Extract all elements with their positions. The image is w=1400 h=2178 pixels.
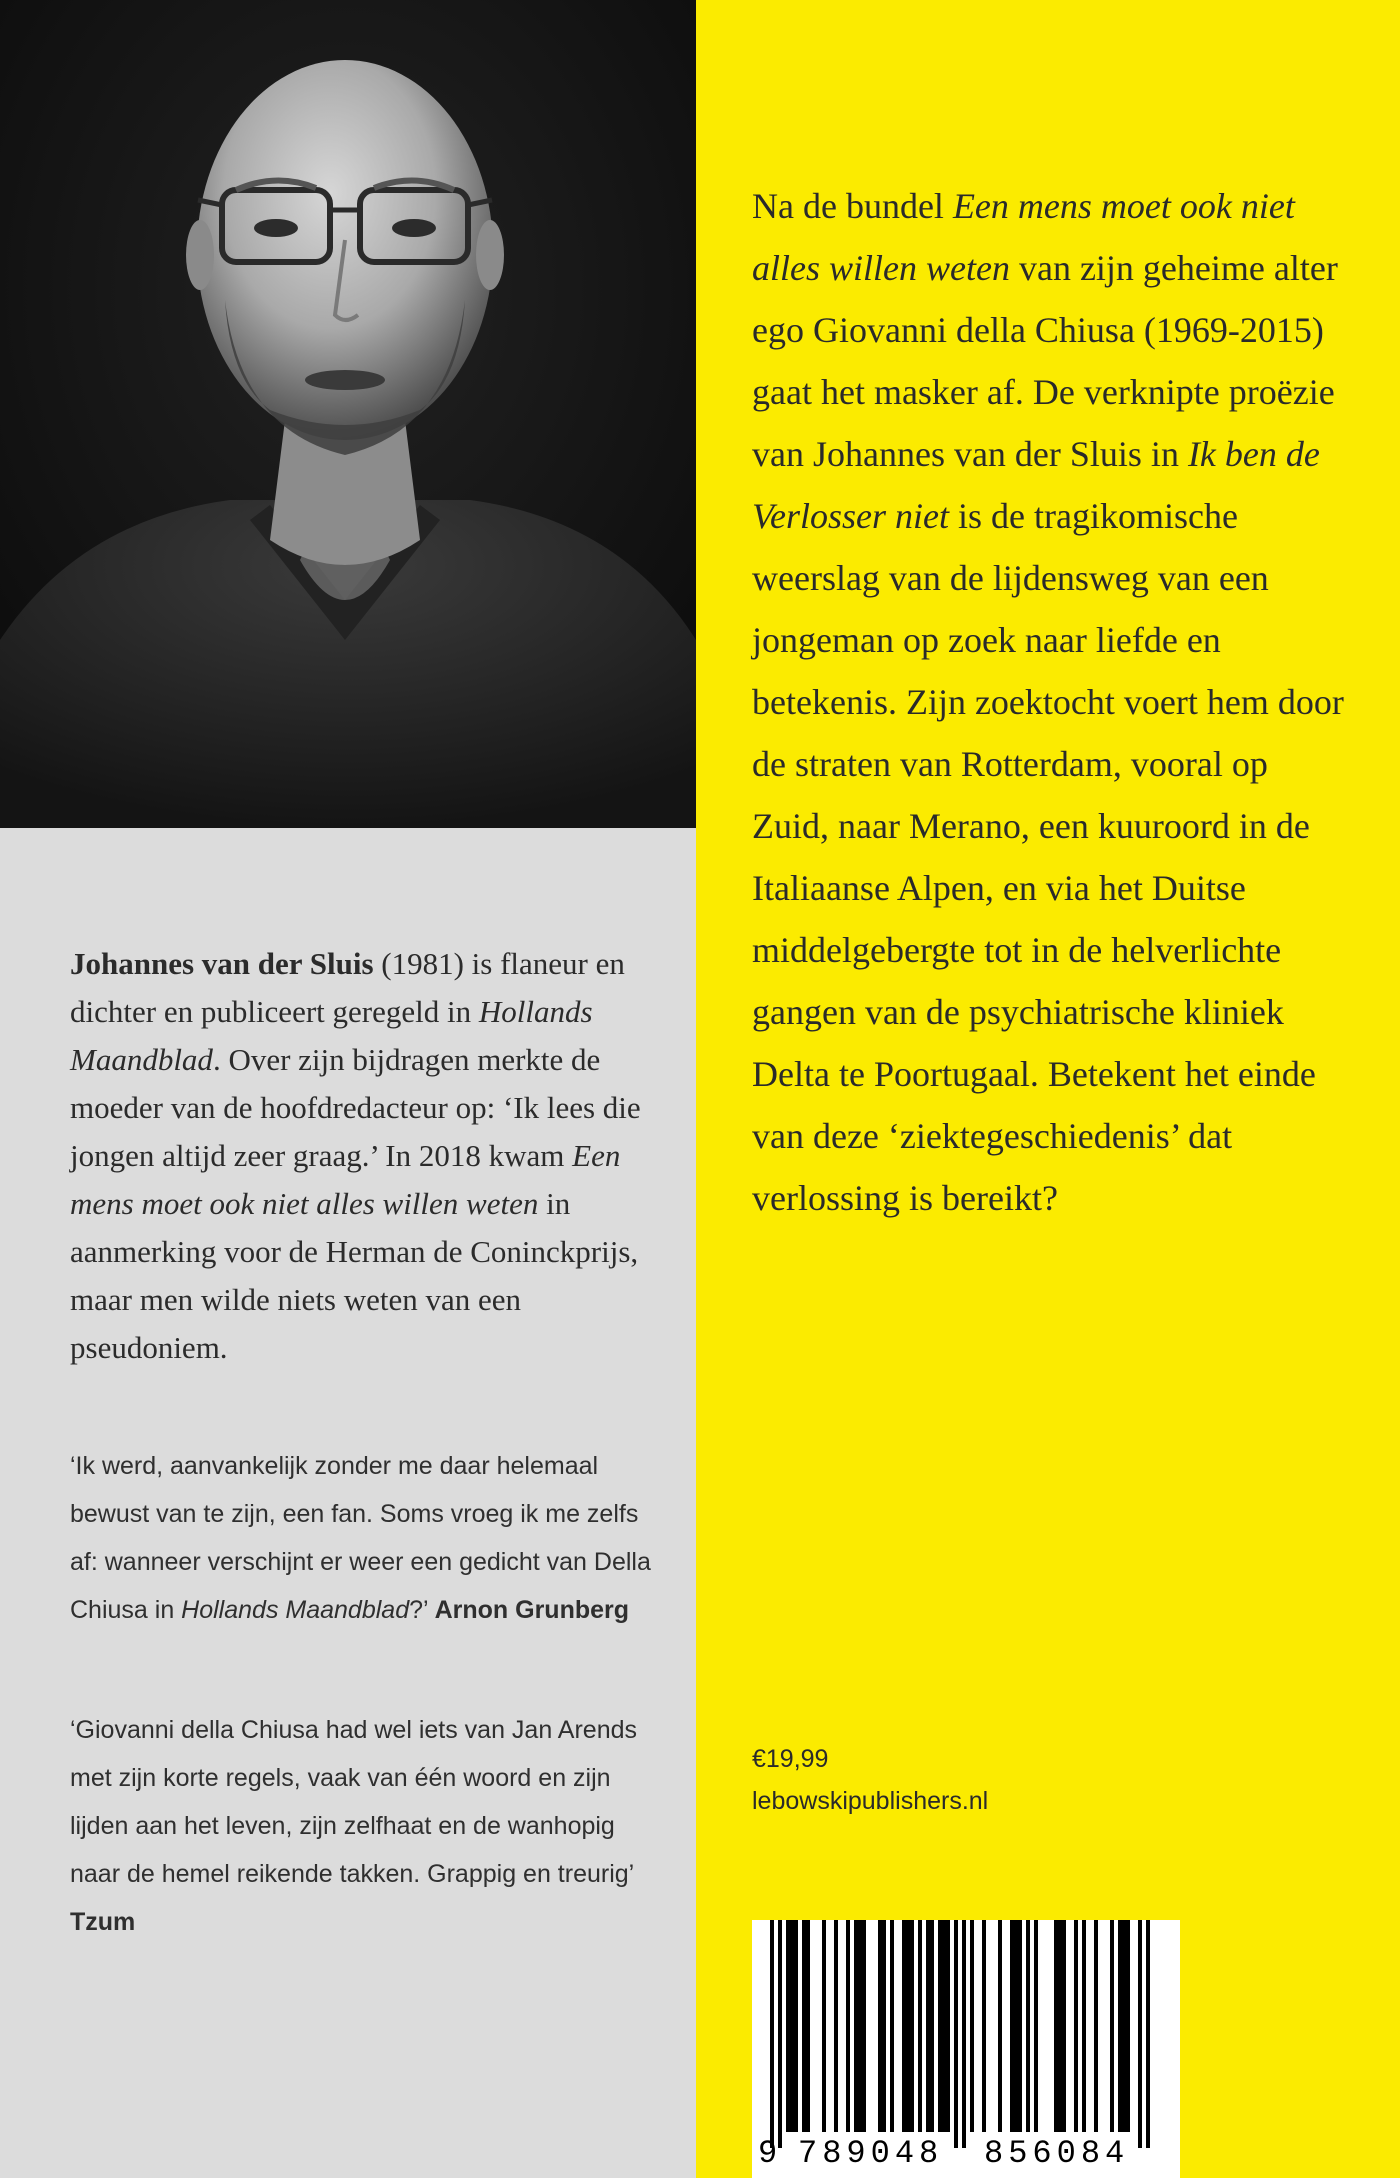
- author-photo: [0, 0, 696, 828]
- barcode-bar: [882, 1920, 886, 2132]
- blurb-book-title: Ik ben de Verlosser niet: [752, 434, 1320, 536]
- isbn-first-digit: 9: [758, 2135, 778, 2172]
- quote-text-end: ?’: [409, 1596, 435, 1624]
- bio-text-2: . Over zijn bijdragen merkte de moeder van de hoofdredacteur op: ‘Ik lees die jongen altijd zeer graag.’ In 2018 kwam: [70, 1042, 641, 1173]
- review-quote-grunberg: [70, 1442, 670, 1634]
- previous-book-title: Een mens moet ook niet alles willen weten: [70, 1138, 621, 1221]
- isbn-group-2: 856084: [984, 2135, 1130, 2172]
- barcode-bar: [918, 1920, 922, 2132]
- barcode-bar: [802, 1920, 806, 2132]
- barcode-bar: [926, 1920, 930, 2132]
- quote-text: ‘Giovanni della Chiusa had wel iets van Jan Arends met zijn korte regels, vaak van één woord en zijn lijden aan het leven, zijn zelfhaat en de wanhopig naar de hemel reikende takken. Grappig en treurig’: [70, 1716, 638, 1888]
- book-blurb: [752, 175, 1352, 1229]
- barcode-bar: [982, 1920, 986, 2132]
- isbn-number: [752, 2132, 1180, 2176]
- barcode-bar: [822, 1920, 826, 2132]
- barcode-bar: [1126, 1920, 1130, 2132]
- isbn-group-1: 789048: [798, 2135, 944, 2172]
- author-name: Johannes van der Sluis: [70, 946, 374, 981]
- barcode-bar: [890, 1920, 894, 2132]
- barcode-bar: [790, 1920, 794, 2132]
- price: €19,99: [752, 1745, 829, 1773]
- quote-magazine: Hollands Maandblad: [181, 1596, 410, 1624]
- barcode-bar: [1082, 1920, 1086, 2132]
- barcode-bar: [1110, 1920, 1114, 2132]
- blurb-text-1: Na de bundel: [752, 186, 953, 226]
- blurb-previous-title: Een mens moet ook niet alles willen weten: [752, 186, 1295, 288]
- barcode-bar: [770, 1920, 774, 2148]
- barcode-bar: [906, 1920, 910, 2132]
- barcode-bar: [1010, 1920, 1014, 2132]
- bio-text-3: in aanmerking voor de Herman de Coninckprijs, maar men wilde niets weten van een pseudoniem.: [70, 1186, 639, 1365]
- quote-text: ‘Ik werd, aanvankelijk zonder me daar helemaal bewust van te zijn, een fan. Soms vroeg ik me zelfs af: wanneer verschijnt er weer een gedicht van Della Chiusa in: [70, 1452, 651, 1624]
- barcode-bar: [910, 1920, 914, 2132]
- barcode-bar: [938, 1920, 942, 2132]
- review-quote-tzum: [70, 1706, 670, 1946]
- barcode-bar: [954, 1920, 958, 2148]
- barcode-bar: [1026, 1920, 1030, 2132]
- publisher-website: lebowskipublishers.nl: [752, 1787, 989, 1815]
- barcode-bar: [846, 1920, 850, 2132]
- isbn-barcode: [752, 1920, 1180, 2178]
- barcode-bar: [1014, 1920, 1018, 2132]
- publisher-info: [752, 1738, 1252, 1822]
- barcode-bar: [1138, 1920, 1142, 2148]
- barcode-bar: [858, 1920, 862, 2132]
- barcode-bar: [878, 1920, 882, 2132]
- barcode-bar: [902, 1920, 906, 2132]
- barcode-bar: [946, 1920, 950, 2132]
- blurb-text-3: is de tragikomische weerslag van de lijdensweg van een jongeman op zoek naar liefde en betekenis. Zijn zoektocht voert hem door de straten van Rotterdam, vooral op Zuid, naar Merano, een kuuroord in de Italiaanse Alpen, en via het Duitse middelgebergte tot in de helverlichte gangen van de psychiatrische kliniek Delta te Poortugaal. Betekent het einde van deze ‘ziektegeschiedenis’ dat verlossing is bereikt?: [752, 496, 1344, 1218]
- barcode-bar: [1058, 1920, 1062, 2132]
- barcode-bar: [1146, 1920, 1150, 2148]
- barcode-bar: [930, 1920, 934, 2132]
- barcode-bar: [786, 1920, 790, 2132]
- barcode-bar: [1034, 1920, 1038, 2132]
- barcode-bar: [794, 1920, 798, 2132]
- barcode-bar: [962, 1920, 966, 2148]
- barcode-bar: [1094, 1920, 1098, 2132]
- barcode-bar: [942, 1920, 946, 2132]
- barcode-bar: [1122, 1920, 1126, 2132]
- barcode-bar: [1118, 1920, 1122, 2132]
- barcode-bar: [778, 1920, 782, 2148]
- blurb-text-2: van zijn geheime alter ego Giovanni della Chiusa (1969-2015) gaat het masker af. De verknipte proëzie van Johannes van der Sluis in: [752, 248, 1338, 474]
- left-panel: [0, 0, 696, 2178]
- barcode-bar: [970, 1920, 974, 2132]
- quote-source: Tzum: [70, 1908, 136, 1936]
- bio-text-1: (1981) is flaneur en dichter en publiceert geregeld in: [70, 946, 625, 1029]
- quote-source: Arnon Grunberg: [434, 1596, 630, 1624]
- barcode-bar: [1054, 1920, 1058, 2132]
- author-bio: [70, 940, 670, 1372]
- magazine-name: Hollands Maandblad: [70, 994, 593, 1077]
- barcode-bar: [1062, 1920, 1066, 2132]
- barcode-bar: [998, 1920, 1002, 2132]
- barcode-bar: [862, 1920, 866, 2132]
- barcode-bar: [834, 1920, 838, 2132]
- barcode-bar: [1018, 1920, 1022, 2132]
- barcode-bar: [1074, 1920, 1078, 2132]
- barcode-bar: [854, 1920, 858, 2132]
- author-portrait-icon: [0, 0, 696, 828]
- barcode-bar: [806, 1920, 810, 2132]
